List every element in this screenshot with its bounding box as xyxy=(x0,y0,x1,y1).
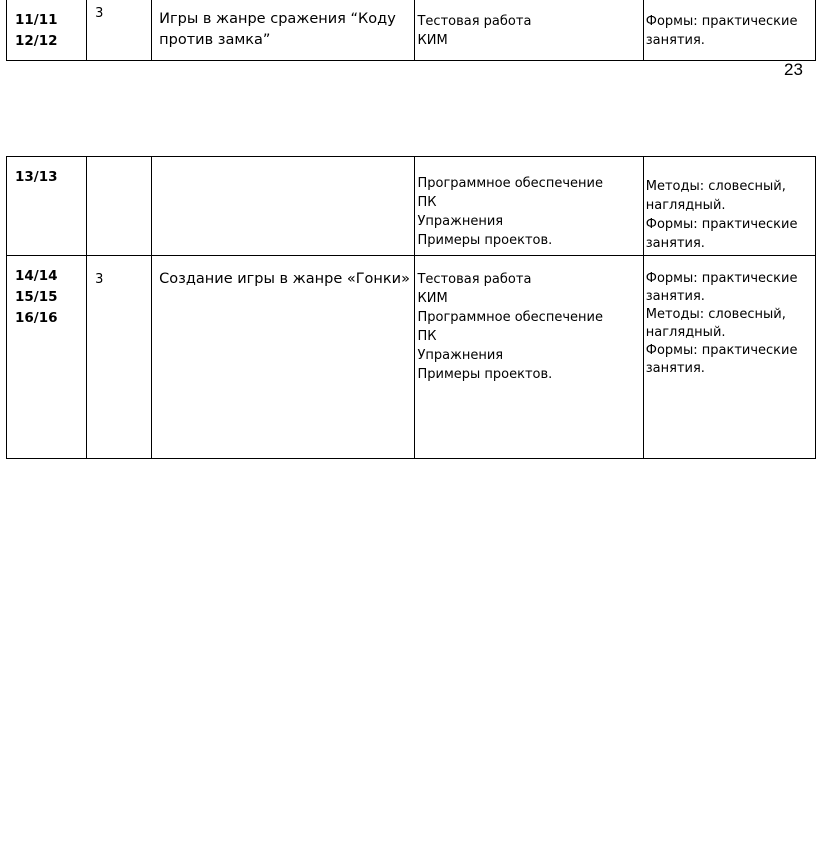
control-text: Программное обеспечение xyxy=(417,310,603,325)
control-text: Примеры проектов. xyxy=(417,367,553,382)
lesson-plan-table-top xyxy=(6,0,816,61)
methods-text: наглядный. xyxy=(645,198,726,213)
hours-cell xyxy=(87,0,152,61)
methods-cell xyxy=(643,0,815,61)
control-text: Упражнения xyxy=(417,348,504,363)
hours-value: 3 xyxy=(95,6,104,21)
methods-text: занятия. xyxy=(645,33,705,48)
lesson-plan-table xyxy=(6,156,816,459)
table-row xyxy=(7,0,816,61)
topic-text: против замка” xyxy=(159,32,271,48)
methods-cell xyxy=(643,256,815,459)
topic-text: Создание игры в жанре «Гонки» xyxy=(159,271,410,287)
control-cell xyxy=(415,157,643,256)
control-text: ПК xyxy=(417,195,437,210)
methods-text: Методы: словесный, xyxy=(645,307,786,322)
topic-cell xyxy=(152,157,415,256)
control-text: ПК xyxy=(417,329,437,344)
methods-text: наглядный. xyxy=(645,325,726,340)
methods-cell xyxy=(643,157,815,256)
methods-text: занятия. xyxy=(645,289,705,304)
control-text: Примеры проектов. xyxy=(417,233,553,248)
control-text: Тестовая работа xyxy=(417,272,532,287)
control-text: КИМ xyxy=(417,291,448,306)
lesson-numbers-cell xyxy=(7,256,87,459)
methods-text: Методы: словесный, xyxy=(645,179,786,194)
lesson-numbers-cell xyxy=(7,157,87,256)
control-text: КИМ xyxy=(417,33,448,48)
lesson-number: 15/15 xyxy=(15,289,58,305)
lesson-numbers-cell xyxy=(7,0,87,61)
methods-text: занятия. xyxy=(645,361,705,376)
topic-cell xyxy=(152,256,415,459)
control-text: Тестовая работа xyxy=(417,14,532,29)
control-text: Программное обеспечение xyxy=(417,176,603,191)
methods-text: Формы: практические xyxy=(645,14,798,29)
methods-text: Формы: практические xyxy=(645,271,798,286)
lesson-number: 11/11 xyxy=(15,12,58,28)
hours-cell xyxy=(87,256,152,459)
topic-cell xyxy=(152,0,415,61)
control-cell xyxy=(415,0,643,61)
lesson-number: 13/13 xyxy=(15,169,58,185)
lesson-number: 14/14 xyxy=(15,268,58,284)
methods-text: Формы: практические xyxy=(645,217,798,232)
page-number: 23 xyxy=(784,60,803,79)
methods-text: занятия. xyxy=(645,236,705,251)
control-text: Упражнения xyxy=(417,214,504,229)
lesson-number: 12/12 xyxy=(15,33,58,49)
hours-value: 3 xyxy=(95,272,104,287)
lesson-number: 16/16 xyxy=(15,310,58,326)
table-row xyxy=(7,256,816,459)
table-row xyxy=(7,157,816,256)
hours-cell xyxy=(87,157,152,256)
control-cell xyxy=(415,256,643,459)
methods-text: Формы: практические xyxy=(645,343,798,358)
topic-text: Игры в жанре сражения “Коду xyxy=(159,11,396,27)
